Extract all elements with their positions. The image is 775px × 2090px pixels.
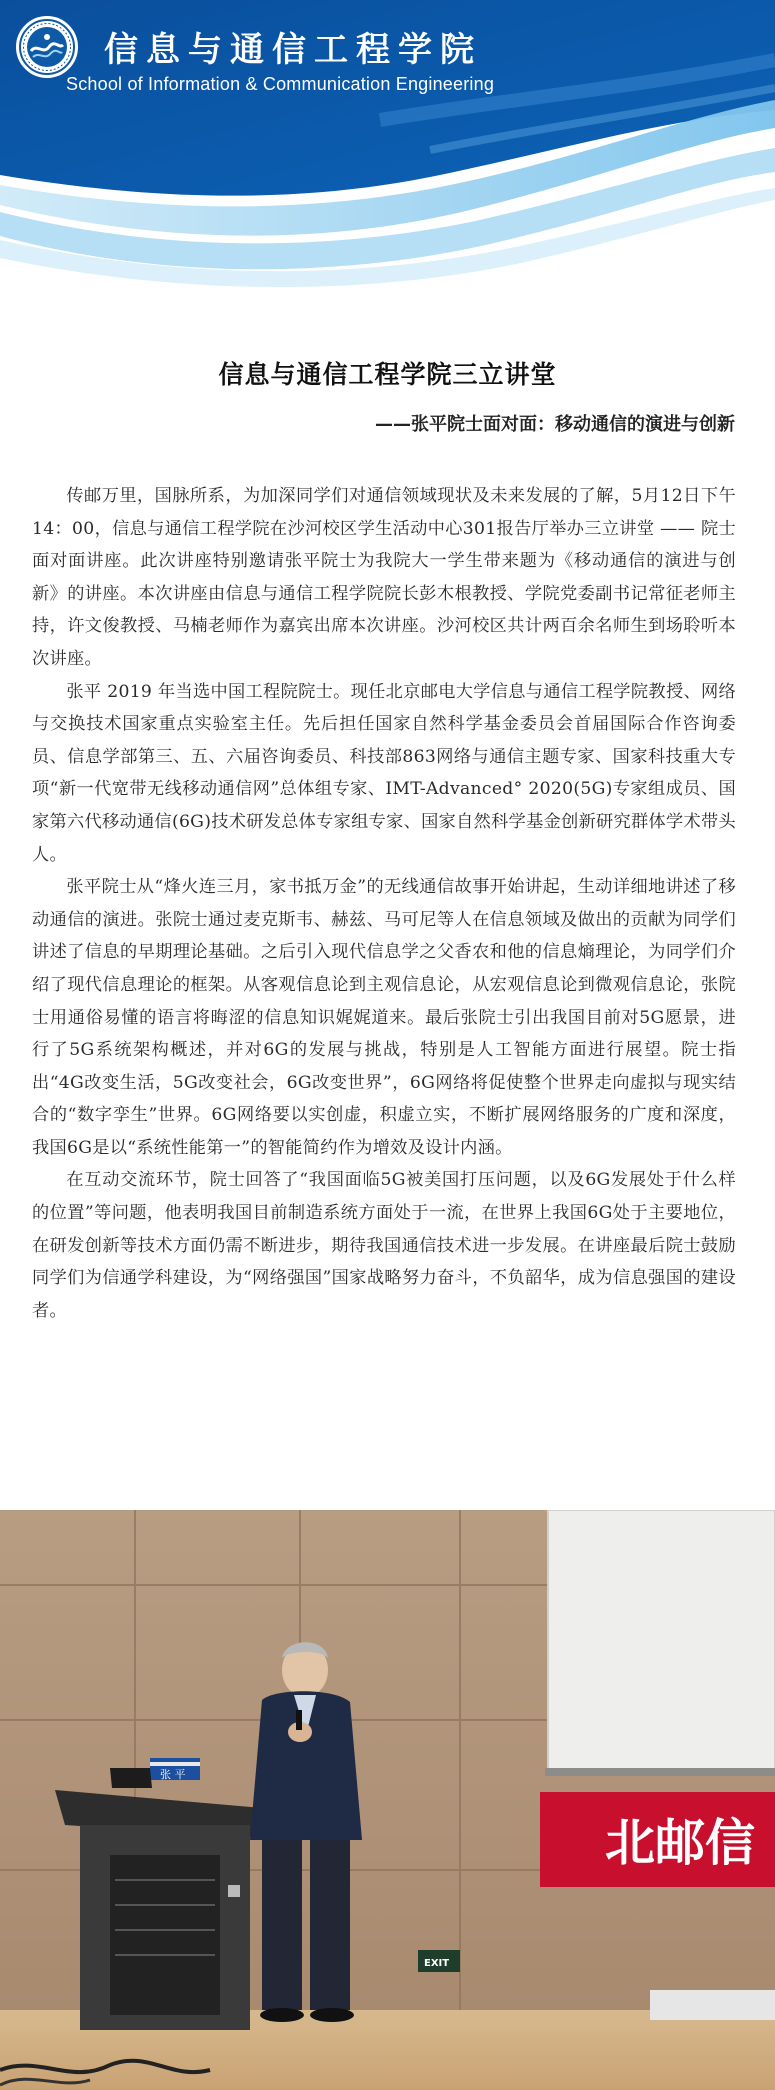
- school-name-chinese: 信息与通信工程学院: [104, 30, 482, 70]
- header-banner: [0, 0, 775, 290]
- school-logo: [16, 16, 78, 78]
- article-body: [32, 480, 736, 1327]
- article-subtitle: ——张平院士面对面：移动通信的演进与创新: [375, 414, 735, 435]
- article-paragraph: 张平 2019 年当选中国工程院院士。现任北京邮电大学信息与通信工程学院教授、网络与交换技术国家重点实验室主任。先后担任国家自然科学基金委员会首届国际合作咨询委员、信息学部第三、五、六届咨询委员、科技部863网络与通信主题专家、国家科技重大专项“新一代宽带无线移动通信网”总体组专家、IMT-Advanced° 2020(5G)专家组成员、国家第六代移动通信(6G)技术研发总体专家组专家、国家自然科学基金创新研究群体学术带头人。: [32, 681, 736, 865]
- photo-banner-text: 北邮信: [605, 1814, 755, 1872]
- school-emblem-icon: [19, 19, 75, 75]
- nameplate-text: 张 平: [160, 1768, 186, 1781]
- school-name-english: School of Information & Communication Engineering: [66, 74, 495, 94]
- article-paragraph: 张平院士从“烽火连三月，家书抵万金”的无线通信故事开始讲起，生动详细地讲述了移动通信的演进。张院士通过麦克斯韦、赫兹、马可尼等人在信息领域及做出的贡献为同学们讲述了信息的早期理论基础。之后引入现代信息学之父香农和他的信息熵理论，为同学们介绍了现代信息理论的框架。从客观信息论到主观信息论，从宏观信息论到微观信息论，张院士用通俗易懂的语言将晦涩的信息知识娓娓道来。最后张院士引出我国目前对5G愿景，进行了5G系统架构概述，并对6G的发展与挑战，特别是人工智能方面进行展望。院士指出“4G改变生活，5G改变社会，6G改变世界”，6G网络将促使整个世界走向虚拟与现实结合的“数字孪生”世界。6G网络要以实创虚，积虚立实，不断扩展网络服务的广度和深度，我国6G是以“系统性能第一”的智能简约作为增效及设计内涵。: [32, 877, 736, 1158]
- article-paragraph: 传邮万里，国脉所系，为加深同学们对通信领域现状及未来发展的了解，5月12日下午14：00，信息与通信工程学院在沙河校区学生活动中心301报告厅举办三立讲堂 —— 院士面对面讲座。此次讲座特别邀请张平院士为我院大一学生带来题为《移动通信的演进与创新》的讲座。本次讲座由信息与通信工程学院院长彭木根教授、学院党委副书记常征老师主持，许文俊教授、马楠老师作为嘉宾出席本次讲座。沙河校区共计两百余名师生到场聆听本次讲座。: [32, 486, 736, 669]
- exit-sign-text: EXIT: [424, 1958, 450, 1969]
- article-paragraph: 在互动交流环节，院士回答了“我国面临5G被美国打压问题，以及6G发展处于什么样的位置”等问题，他表明我国目前制造系统方面处于一流，在世界上我国6G处于主要地位，在研发创新等技术方面仍需不断进步，期待我国通信技术进一步发展。在讲座最后院士鼓励同学们为信通学科建设，为“网络强国”国家战略努力奋斗，不负韶华，成为信息强国的建设者。: [32, 1170, 736, 1321]
- lecture-scene-illustration: [0, 1510, 775, 2090]
- article-title: 信息与通信工程学院三立讲堂: [218, 360, 557, 389]
- lecture-photo: [0, 1510, 775, 2090]
